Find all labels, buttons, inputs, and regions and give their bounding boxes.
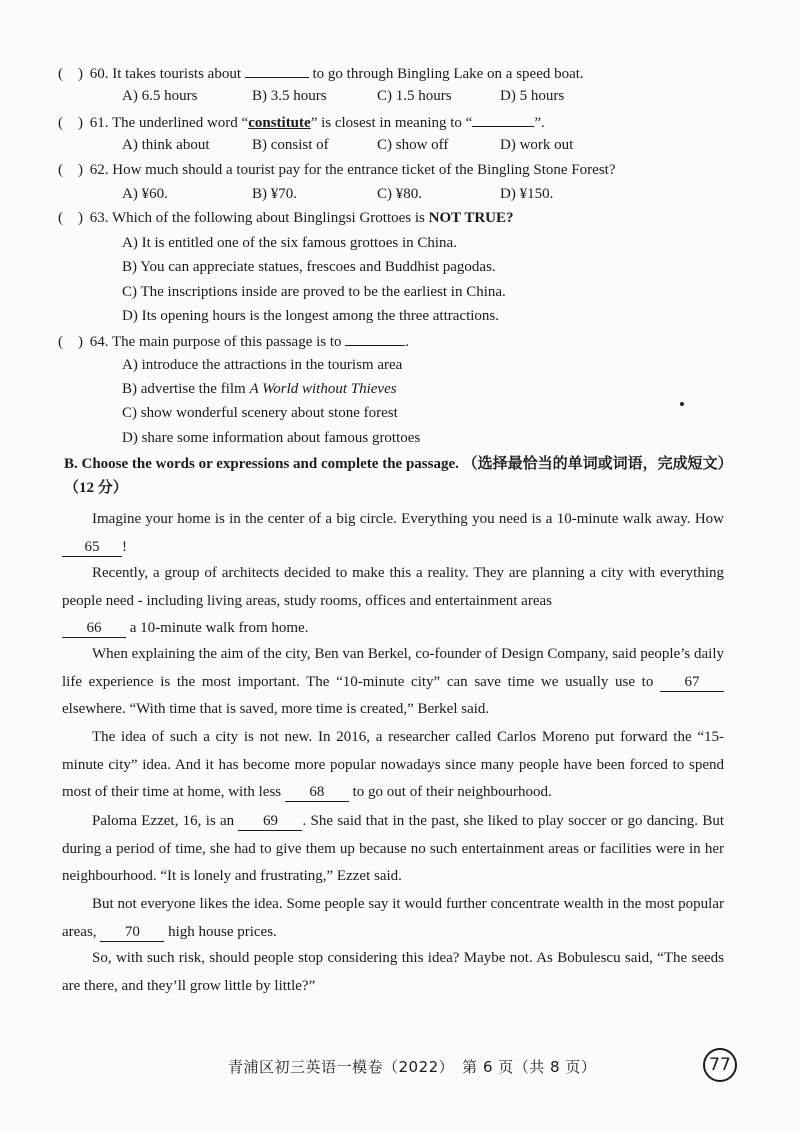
question-stem: 62. How much should a tourist pay for the entrance ticket of the Bingling Stone Forest? [89, 162, 616, 178]
question-stem-end: to go through Bingling Lake on a speed boat. [312, 66, 584, 82]
answer-paren[interactable]: ( ) [58, 66, 83, 82]
blank-65[interactable]: 65 [62, 538, 122, 557]
page-footer: 青浦区初三英语一模卷（2022） 第 6 页（共 8 页） [228, 1058, 597, 1076]
question-stem-end: ”. [534, 115, 545, 131]
film-title: A World without Thieves [249, 381, 397, 397]
option-b: B) advertise the film A World without Thieves [122, 381, 397, 397]
option-d: D) share some information about famous grottoes [122, 430, 421, 446]
option-c: C) The inscriptions inside are proved to be the earliest in China. [122, 284, 506, 300]
option-c: C) ¥80. [377, 186, 422, 202]
answer-blank [472, 112, 534, 127]
question-60 [58, 63, 584, 83]
option-a: A) introduce the attractions in the tourism area [122, 357, 403, 373]
answer-blank [245, 63, 309, 78]
answer-paren[interactable]: ( ) [58, 210, 83, 226]
section-b-heading: B. Choose the words or expressions and complete the passage. （选择最恰当的单词或词语，完成短文）（12 分） [64, 456, 733, 496]
question-stem-end: . [405, 334, 410, 350]
option-c: C) show wonderful scenery about stone forest [122, 405, 398, 421]
option-b: B) 3.5 hours [252, 88, 327, 104]
option-c: C) show off [377, 137, 449, 153]
passage-paragraph-7: So, with such risk, should people stop considering this idea? Maybe not. As Bobulescu said, “The seeds are there, and they’ll grow little by little?” [62, 950, 724, 994]
option-d: D) ¥150. [500, 186, 554, 202]
blank-70[interactable]: 70 [100, 923, 164, 942]
answer-blank [345, 331, 405, 346]
question-63 [58, 209, 514, 227]
option-d: D) work out [500, 137, 574, 153]
option-d: D) Its opening hours is the longest among the three attractions. [122, 308, 499, 324]
passage-paragraph-3: When explaining the aim of the city, Ben van Berkel, co-founder of Design Company, said people’s daily life experience is the most important. The “10-minute city” can save time we usually use to 67 elsewhere. “With time that is saved, more time is created,” Berkel said. [62, 646, 724, 717]
question-stem-mid: ” is closest in meaning to “ [310, 115, 473, 131]
answer-paren[interactable]: ( ) [58, 162, 83, 178]
passage-paragraph-2: Recently, a group of architects decided to make this a reality. They are planning a city with everything people need - including living areas, study rooms, offices and entertainment areas 66 a 10-minute walk from home. [62, 565, 724, 636]
question-64 [58, 331, 409, 351]
passage-paragraph-6: But not everyone likes the idea. Some people say it would further concentrate wealth in the most popular areas, 70 high house prices. [62, 896, 724, 940]
option-b: B) You can appreciate statues, frescoes and Buddhist pagodas. [122, 259, 496, 275]
answer-paren[interactable]: ( ) [58, 115, 83, 131]
option-b: B) ¥70. [252, 186, 297, 202]
option-a: A) 6.5 hours [122, 88, 198, 104]
question-stem: 61. The underlined word “ [89, 115, 249, 131]
option-a: A) think about [122, 137, 210, 153]
answer-paren[interactable]: ( ) [58, 334, 83, 350]
option-a: A) It is entitled one of the six famous grottoes in China. [122, 235, 457, 251]
question-stem: 64. The main purpose of this passage is to [89, 334, 342, 350]
question-stem: 63. Which of the following about Binglingsi Grottoes is [89, 210, 425, 226]
passage-paragraph-5: Paloma Ezzet, 16, is an 69 . She said that in the past, she liked to play soccer or go dancing. But during a period of time, she had to give them up because no such entertainment areas or facilities were in her neighbourhood. “It is lonely and frustrating,” Ezzet said. [62, 813, 725, 884]
blank-68[interactable]: 68 [285, 783, 349, 802]
blank-67[interactable]: 67 [660, 673, 724, 692]
question-stem: 60. It takes tourists about [89, 66, 241, 82]
question-62 [58, 161, 615, 179]
page-number-badge: 77 [703, 1048, 737, 1082]
blank-66[interactable]: 66 [62, 619, 126, 638]
passage-paragraph-4: The idea of such a city is not new. In 2016, a researcher called Carlos Moreno put forward the “15-minute city” idea. And it has become more popular nowadays since many people have been forced to spend most of their time at home, with less 68 to go out of their neighbourhood. [62, 729, 724, 800]
option-d: D) 5 hours [500, 88, 565, 104]
question-stem-bold: NOT TRUE? [428, 210, 514, 226]
option-b: B) consist of [252, 137, 329, 153]
question-61 [58, 112, 545, 132]
blank-69[interactable]: 69 [238, 812, 302, 831]
passage-paragraph-1: Imagine your home is in the center of a big circle. Everything you need is a 10-minute walk away. How 65 ! [62, 506, 724, 561]
stray-dot [680, 402, 684, 406]
option-a: A) ¥60. [122, 186, 168, 202]
underlined-word: constitute [248, 115, 311, 131]
option-c: C) 1.5 hours [377, 88, 452, 104]
